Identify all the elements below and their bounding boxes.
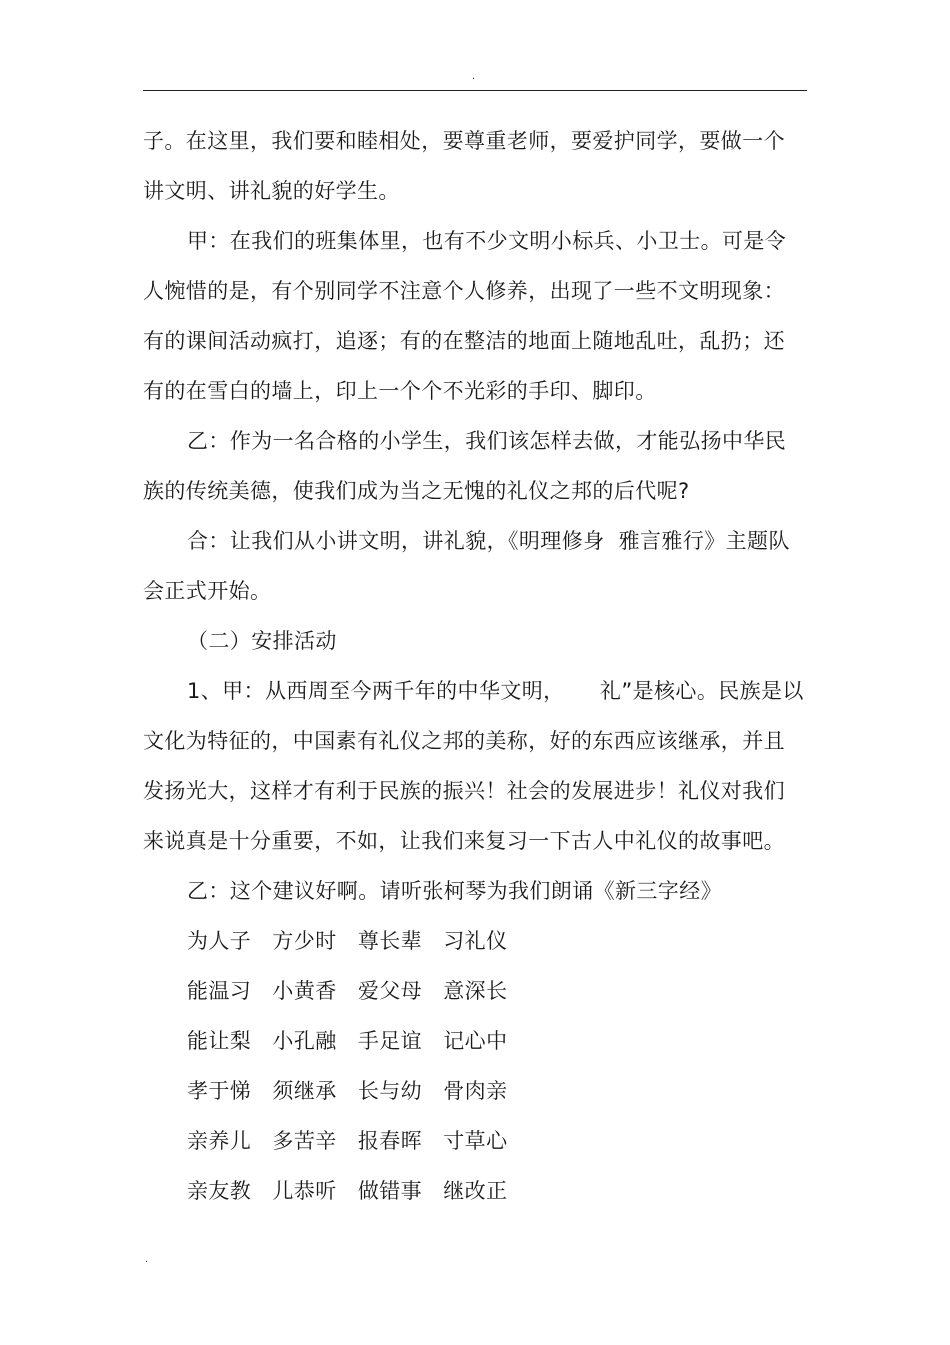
paragraph-line: 合：让我们从小讲文明，讲礼貌，《明理修身 雅言雅行》主题队 [187, 529, 790, 553]
verse-line: 为人子 方少时 尊长辈 习礼仪 [187, 929, 508, 953]
header-mark: . [472, 71, 476, 82]
paragraph-line: 会正式开始。 [143, 579, 272, 603]
paragraph-line: 子。在这里，我们要和睦相处，要尊重老师，要爱护同学，要做一个 [143, 129, 785, 153]
section-heading: （二）安排活动 [187, 629, 337, 653]
paragraph-line: 乙：作为一名合格的小学生，我们该怎样去做，才能弘扬中华民 [187, 429, 787, 453]
paragraph-line: 讲文明、讲礼貌的好学生。 [143, 179, 400, 203]
verse-line: 能让梨 小孔融 手足谊 记心中 [187, 1029, 508, 1053]
paragraph-line: 来说真是十分重要，不如，让我们来复习一下古人中礼仪的故事吧。 [143, 829, 785, 853]
paragraph-line: 有的在雪白的墙上，印上一个个不光彩的手印、脚印。 [143, 379, 657, 403]
footer-mark: . [145, 1254, 149, 1265]
paragraph-line: 乙：这个建议好啊。请听张柯琴为我们朗诵《新三字经》 [187, 879, 722, 903]
paragraph-line: 文化为特征的，中国素有礼仪之邦的美称，好的东西应该继承，并且 [143, 729, 785, 753]
header-rule [143, 90, 807, 91]
paragraph-line: 有的课间活动疯打，追逐；有的在整洁的地面上随地乱吐，乱扔；还 [143, 329, 785, 353]
paragraph-line: 族的传统美德，使我们成为当之无愧的礼仪之邦的后代呢? [143, 479, 690, 503]
paragraph-line: 人惋惜的是，有个别同学不注意个人修养，出现了一些不文明现象： [143, 279, 785, 303]
paragraph-line: 发扬光大，这样才有利于民族的振兴！社会的发展进步！礼仪对我们 [143, 779, 785, 803]
paragraph-line: 甲：在我们的班集体里，也有不少文明小标兵、小卫士。可是令 [187, 229, 787, 253]
verse-line: 能温习 小黄香 爱父母 意深长 [187, 979, 508, 1003]
verse-line: 亲友教 儿恭听 做错事 继改正 [187, 1179, 508, 1203]
verse-line: 孝于悌 须继承 长与幼 骨肉亲 [187, 1079, 508, 1103]
paragraph-line: 1、甲：从西周至今两千年的中华文明， 礼”是核心。民族是以 [187, 679, 804, 703]
verse-line: 亲养儿 多苦辛 报春晖 寸草心 [187, 1129, 508, 1153]
